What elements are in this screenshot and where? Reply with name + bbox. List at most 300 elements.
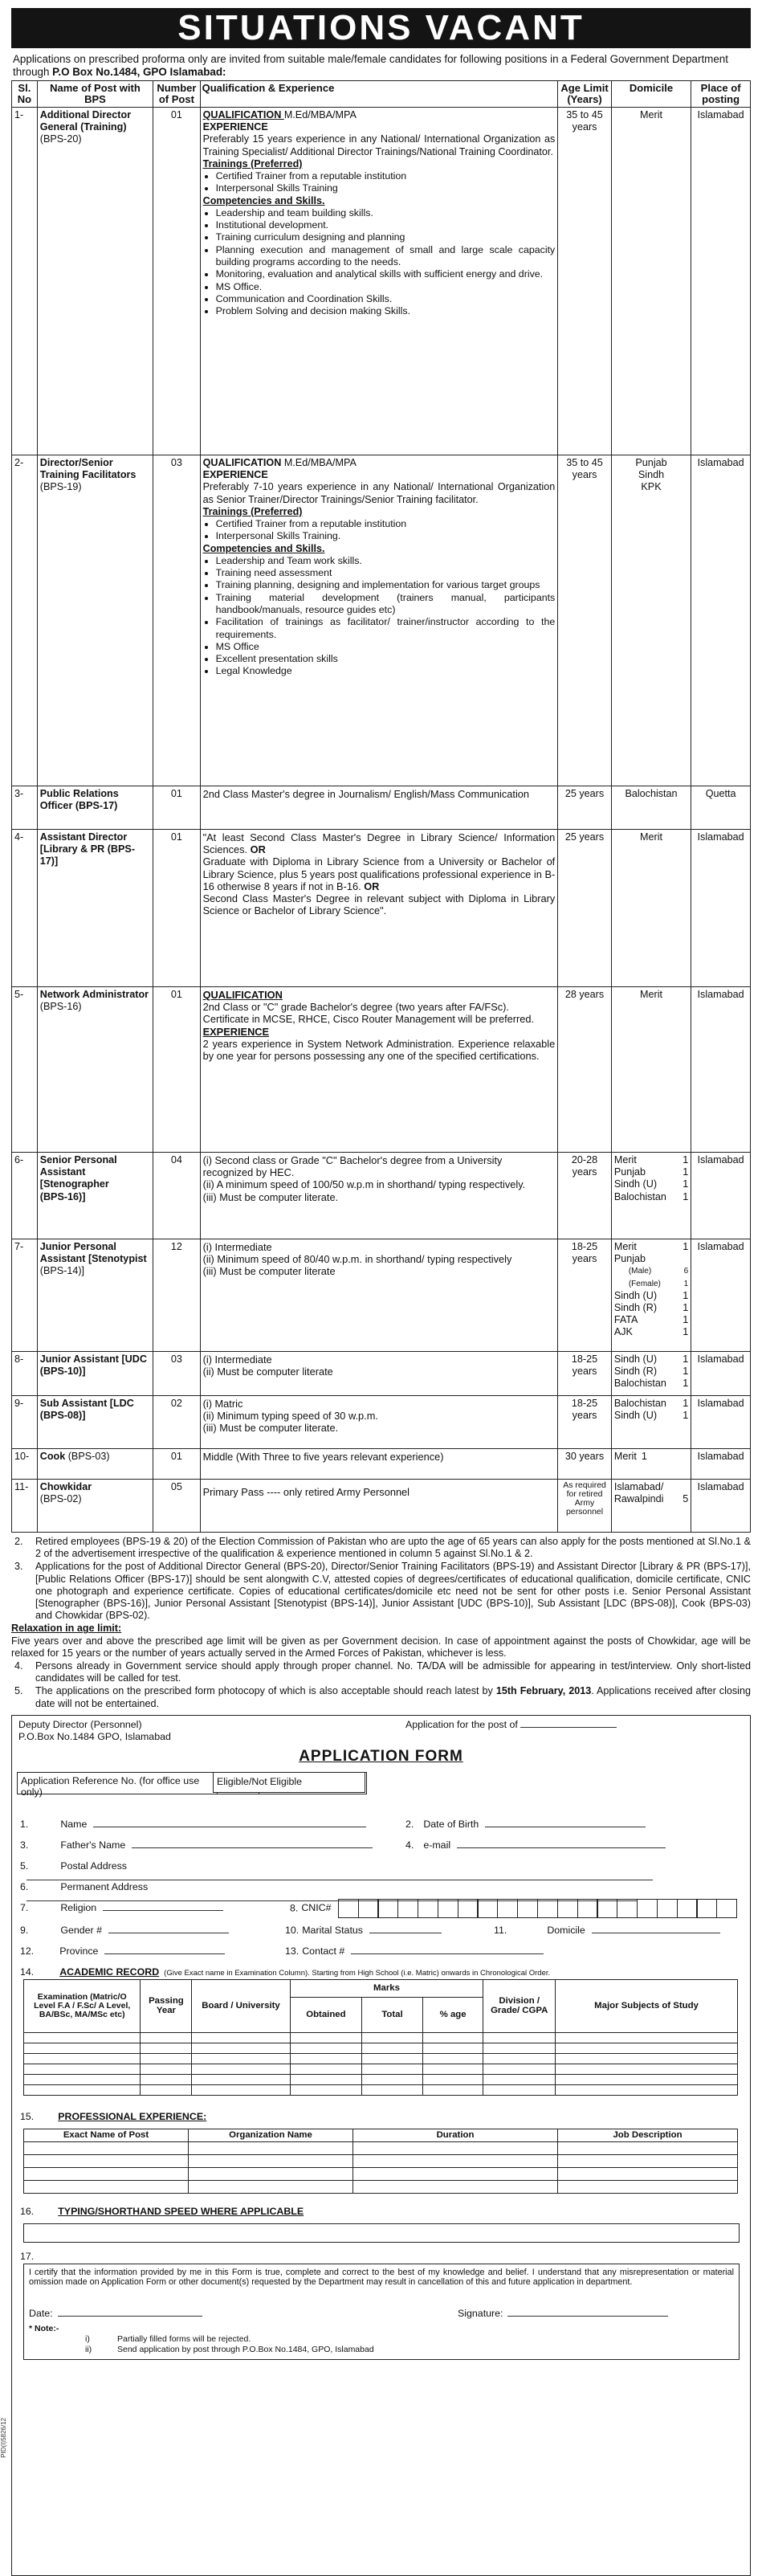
domicile-name: Merit [613,1154,637,1166]
qualification-cell [200,455,558,786]
table-row [12,1449,751,1480]
place-of-posting: Islamabad [691,987,751,1153]
domicile-value: Merit [640,831,663,843]
experience-label: EXPERIENCE [202,469,268,481]
col-qualification: Qualification & Experience [200,81,558,108]
relaxation-text: Five years over and above the prescribed age limit will be given as per Government decision. In case of appointment against the posts of Chowkidar, age will be relaxed for 15 years or the number of years actually served in the Armed Forces of Pakistan, whichever is less. [11,1635,751,1659]
qualification-value: M.Ed/MBA/MPA [283,109,357,120]
professional-label: PROFESSIONAL EXPERIENCE: [58,2110,207,2122]
father-name-input[interactable] [132,1847,373,1848]
competencies-list [203,207,556,318]
domicile-row [614,1410,688,1422]
table-row [12,1239,751,1352]
experience-label: EXPERIENCE [202,121,268,133]
intro-text: Applications on prescribed proforma only are invited from suitable male/female candidates for following positions in a Federal Government Department through [13,53,728,78]
list-item: • Interpersonal Skills Training [216,182,556,194]
list-item: • Excellent presentation skills [216,653,556,665]
table-row [12,987,751,1153]
post-bps: (BPS-14)] [39,1265,85,1277]
domicile-row [614,1314,688,1326]
domicile-name: Sindh (R) [613,1302,658,1314]
domicile-name: (Female) [628,1279,661,1288]
signature-label: Signature: [458,2307,503,2319]
domicile-name: Merit [613,1241,637,1252]
post-name: Junior Personal Assistant [Stenotypist [39,1241,147,1265]
domicile-count: 1 [683,1366,689,1378]
note-text: Applications for the post of Additional Director General (BPS-20), Director/Senior Training Facilitators (BPS-19) and Assistant Director [Library & PR (BPS-17)], [Public Relations Officer (BPS-17)] should be sent alongwith C.V, attested copies of degrees/certificates of educational qualification, domicile certificate, CNIC one photograph and experience certificate. Copies of educational certificates/domicile etc need not be sent for other posts i.e. Senior Personal Assistant [Stenographer (BPS-16)], Junior Personal Assistant [Stenotypist (BPS-14)], Junior Assistant [UDC (BPS-10)], Sub Assistant [LDC (BPS-08)], Cook (BPS-03) and Chowkidar (BPS-02). [35,1561,751,1622]
col-place: Place of posting [691,81,751,108]
place-of-posting: Islamabad [691,108,751,455]
or-label: OR [250,843,266,856]
qualification-item: (ii) Minimum speed of 80/40 w.p.m. in shorthand/ typing respectively [202,1253,512,1266]
item-17: 17. [20,2250,35,2262]
domicile-name: Rawalpindi [613,1493,664,1505]
post-name: Junior Assistant [UDC [39,1353,147,1365]
row-no: 8- [12,1352,38,1396]
experience-text: 2 years experience in System Network Administration. Experience relaxable by one year for persons possessing any one of the specified certifications. [202,1037,556,1063]
list-item: • Institutional development. [216,219,556,231]
qualification-text: Primary Pass ---- only retired Army Personnel [200,1480,558,1533]
professional-heading: 15. PROFESSIONAL EXPERIENCE: [20,2110,207,2122]
post-bps: (BPS-17) [75,800,118,812]
list-item: • Training curriculum designing and planning [216,231,556,243]
domicile-row [614,1451,688,1463]
qualification-value: M.Ed/MBA/MPA [283,457,357,468]
post-cell [37,1239,153,1352]
table-row[interactable] [24,2043,738,2053]
post-count: 03 [153,1352,200,1396]
domicile-value: KPK [641,481,662,493]
age-limit: As required for retired Army personnel [558,1480,612,1533]
post-cell [37,1153,153,1239]
domicile-cell [611,1396,691,1449]
academic-label: ACADEMIC RECORD [59,1966,160,1978]
post-name: Network Administrator [39,989,149,1000]
religion-input[interactable] [103,1910,223,1911]
post-count: 01 [153,1449,200,1480]
date-label: Date: [29,2307,53,2319]
academic-record-table [23,1979,738,2096]
domicile-count: 5 [683,1493,689,1505]
note-label: * Note:- [29,2323,59,2333]
province-label: Province [59,1945,99,1957]
domicile-count: 1 [683,1166,689,1178]
age-limit: 25 years [558,830,612,987]
acad-header-obtained: Obtained [290,1997,362,2032]
competencies-label: Competencies and Skills. [202,194,325,206]
signature-field [458,2308,668,2319]
qualification-cell [200,108,558,455]
age-limit: 18-25 years [558,1396,612,1449]
post-count: 12 [153,1239,200,1352]
domicile-row [614,1290,688,1302]
domicile-cell [611,830,691,987]
domicile-row [614,1265,688,1277]
domicile-count: 1 [683,1241,689,1252]
place-of-posting: Islamabad [691,1449,751,1480]
qualification-item: (ii) Minimum typing speed of 30 w.p.m. [202,1410,378,1423]
list-item: • Certified Trainer from a reputable institution [216,170,556,182]
typing-speed-box[interactable] [23,2223,740,2243]
post-cell [37,1480,153,1533]
col-age: Age Limit (Years) [558,81,612,108]
domicile-cell [611,1480,691,1533]
domicile-count: 1 [683,1326,689,1338]
domicile-name: Balochistan [613,1398,666,1409]
age-limit: 35 to 45 years [558,455,612,786]
typing-label: TYPING/SHORTHAND SPEED WHERE APPLICABLE [58,2205,304,2217]
email-input[interactable] [457,1847,666,1848]
age-limit: 28 years [558,987,612,1153]
post-name: Chowkidar [39,1481,92,1492]
domicile-row [614,1154,688,1166]
qualification-item: (i) Matric [202,1398,243,1410]
post-bps: (BPS-19) [39,481,82,493]
list-item: • MS Office. [216,281,556,293]
list-item: • Interpersonal Skills Training. [216,530,556,542]
table-row [12,1352,751,1396]
cnic-label: CNIC# [301,1902,332,1914]
domicile-count: 1 [683,1302,689,1314]
advertisement-page [11,8,751,2576]
qualification-label: QUALIFICATION [202,989,283,1001]
domicile-count: 1 [683,1410,689,1422]
list-item: • Training material development (trainers manual, participants handbook/manuals, resource guides etc) [216,592,556,617]
permanent-address-label: Permanent Address [60,1880,149,1892]
post-bps: (BPS-10)] [39,1366,86,1378]
qualification-item: (iii) Must be computer literate [202,1265,336,1278]
qual-option-2: Graduate with Diploma in Library Science from a University or Bachelor of Library Science, plus 5 years post qualifications professional experience in B-16 otherwise 8 years if not in B-16. [202,855,556,892]
domicile-row [614,1493,688,1505]
post-bps: (BPS-16) [39,1001,82,1013]
domicile-cell [611,1153,691,1239]
situations-vacant-banner: SITUATIONS VACANT [11,8,751,48]
table-row [12,1396,751,1449]
domicile-cell [611,1239,691,1352]
intro-address: P.O Box No.1484, GPO Islamabad: [52,66,226,78]
age-limit: 20-28 years [558,1153,612,1239]
post-cell [37,786,153,830]
acad-header-exam: Examination (Matric/O Level F.A / F.Sc/ A Level, BA/BSc, MA/MSc etc) [24,1979,141,2032]
notes-section [11,1536,751,1710]
post-bps: (BPS-03) [67,1451,110,1462]
applied-post-input[interactable] [520,1727,617,1728]
table-row[interactable] [24,2032,738,2043]
email-label: e-mail [423,1839,451,1851]
qualification-item: (i) Second class or Grade "C" Bachelor's degree from a University recognized by HEC. [202,1154,503,1179]
vacancies-table [11,80,751,1533]
post-count: 01 [153,786,200,830]
post-name: Assistant Director [Library & PR [39,831,128,855]
table-row[interactable] [24,2167,738,2180]
domicile-name: Sindh (U) [613,1353,658,1365]
post-name: Cook [39,1451,66,1462]
post-name: Additional Director General (Training) [39,109,132,133]
domicile-row [614,1178,688,1190]
place-of-posting: Islamabad [691,1480,751,1533]
domicile-count: 1 [683,1378,689,1390]
table-row[interactable] [24,2053,738,2064]
trainings-label: Trainings (Preferred) [202,157,303,169]
row-no: 10- [12,1449,38,1480]
qualification-line: Certificate in MCSE, RHCE, Cisco Router Management will be preferred. [202,1013,535,1026]
trainings-list [203,170,556,195]
qualification-item: (i) Intermediate [202,1241,272,1253]
list-item: • Problem Solving and decision making Skills. [216,305,556,317]
post-bps: (BPS-08)] [39,1410,86,1422]
domicile-cell [611,1352,691,1396]
table-header-row [12,81,751,108]
name-label: Name [60,1818,88,1830]
experience-label: EXPERIENCE [202,1025,270,1038]
certification-text: I certify that the information provided by me in this Form is true, complete and correct to the best of my knowledge and belief. I understand that any misrepresentation or material omission made on Application Form or other document(s) requested by the Department may result in cancellation of this and future application in department. [29,2267,734,2287]
qualification-line: 2nd Class or "C" grade Bachelor's degree (two years after FA/FSc). [202,1001,509,1014]
table-row[interactable] [24,2074,738,2084]
form-title: APPLICATION FORM [299,1747,463,1765]
postal-address-label: Postal Address [60,1860,127,1872]
domicile-name: Punjab [613,1253,646,1265]
qualification-item: (ii) Must be computer literate [202,1366,333,1378]
place-of-posting: Islamabad [691,455,751,786]
applied-post-label: Application for the post of [405,1718,518,1730]
marital-status-label: Marital Status [302,1924,363,1936]
table-row [12,1480,751,1533]
row-no: 7- [12,1239,38,1352]
acad-header-board: Board / University [192,1979,290,2032]
place-of-posting: Islamabad [691,1352,751,1396]
notes-block: * Note:- i) Partially filled forms will be rejected. ii) Send application by post through P.O.Box No.1484, GPO, Islamabad [29,2323,374,2354]
cnic-boxes[interactable] [339,1902,737,1913]
domicile-label: Domicile [547,1924,585,1936]
note-3: 3. Applications for the post of Additional Director General (BPS-20), Director/Senior Training Facilitators (BPS-19) and Assistant Director [Library & PR (BPS-17)], [Public Relations Officer (BPS-17)] should be sent alongwith C.V, attested copies of degrees/certificates of educational qualification, domicile certificate, CNIC one photograph and experience certificate. Copies of educational certificates/domicile etc need not be sent for other posts i.e. Senior Personal Assistant [Stenographer (BPS-16)], Junior Personal Assistant [Stenotypist (BPS-14)], Junior Assistant [UDC (BPS-10)], Sub Assistant [LDC (BPS-08)], Cook (BPS-03) and Chowkidar (BPS-02). [14,1561,751,1622]
post-cell [37,1396,153,1449]
qualification-item: (i) Intermediate [202,1353,272,1366]
qualification-cell [200,1153,558,1239]
table-row[interactable] [24,2180,738,2193]
row-no: 1- [12,108,38,455]
post-cell [37,1449,153,1480]
closing-date: 15th February, 2013 [495,1685,592,1697]
post-cell [37,1352,153,1396]
intro-paragraph [11,48,751,80]
domicile-cell [611,786,691,830]
qualification-cell [200,987,558,1153]
post-count: 01 [153,987,200,1153]
form-address [18,1719,171,1743]
list-item: • MS Office [216,641,556,653]
domicile-row [614,1241,688,1253]
domicile-value: Balochistan [625,788,678,799]
age-limit: 30 years [558,1449,612,1480]
qualification-item: (ii) A minimum speed of 100/50 w.p.m in shorthand/ typing respectively. [202,1178,526,1191]
note-text: Retired employees (BPS-19 & 20) of the Election Commission of Pakistan who are upto the age of 65 years can also apply for the posts mentioned at Sl.No.1 & 2 of the advertisement irrespective of the qualification & experience mentioned in column 5 against Sl.No.1 & 2. [35,1536,751,1560]
or-label: OR [364,880,380,892]
post-count: 03 [153,455,200,786]
gender-label: Gender # [60,1924,103,1936]
acad-header-total: Total [362,1997,423,2032]
trainings-label: Trainings (Preferred) [202,505,303,517]
domicile-row [614,1253,688,1265]
list-item: • Legal Knowledge [216,665,556,677]
domicile-name: FATA [613,1314,638,1326]
domicile-row [614,1353,688,1366]
competencies-label: Competencies and Skills. [202,542,325,554]
qualification-cell [200,830,558,987]
post-cell [37,108,153,455]
pid-code: PID(I)5826/12 [0,2418,7,2458]
domicile-count: 1 [683,1314,689,1326]
list-item: • Monitoring, evaluation and analytical skills with sufficient energy and drive. [216,268,556,280]
domicile-value: Sindh [638,469,665,481]
qualification-label: QUALIFICATION [202,109,284,120]
relaxation-heading: Relaxation in age limit: [11,1623,122,1635]
domicile-row [614,1326,688,1338]
list-item: • Certified Trainer from a reputable institution [216,518,556,530]
qualification-cell [200,1352,558,1396]
prof-header-job: Job Description [558,2129,738,2141]
list-item: • Communication and Coordination Skills. [216,293,556,305]
domicile-cell [611,108,691,455]
table-row [12,108,751,455]
domicile-row [614,1481,688,1493]
domicile-count: 1 [683,1353,689,1365]
row-no: 11- [12,1480,38,1533]
trainings-list [203,518,556,543]
place-of-posting: Islamabad [691,1239,751,1352]
post-name: Public Relations Officer [39,788,119,812]
prof-header-post: Exact Name of Post [24,2129,189,2141]
professional-experience-table [23,2129,738,2194]
post-count: 02 [153,1396,200,1449]
post-bps: (BPS-17)] [39,843,136,868]
date-input[interactable] [58,2316,202,2317]
contact-label: Contact # [302,1945,345,1957]
domicile-name: Merit [613,1451,637,1462]
signature-input[interactable] [507,2316,668,2317]
domicile-row [614,1166,688,1178]
domicile-cell [611,1449,691,1480]
qualification-cell [200,1396,558,1449]
age-limit: 18-25 years [558,1352,612,1396]
place-of-posting: Islamabad [691,1396,751,1449]
row-no: 4- [12,830,38,987]
qual-option-1: "At least Second Class Master's Degree in Library Science/ Information Sciences. [202,831,556,856]
list-item: • Training planning, designing and implementation for various target groups [216,579,556,591]
post-count: 01 [153,830,200,987]
domicile-row [614,1278,688,1290]
post-count: 05 [153,1480,200,1533]
qualification-label: QUALIFICATION [202,457,284,468]
domicile-count: 1 [683,1398,689,1409]
domicile-count: 1 [641,1451,647,1462]
table-row[interactable] [24,2141,738,2154]
domicile-name: Sindh (U) [613,1410,658,1422]
place-of-posting: Islamabad [691,1153,751,1239]
domicile-count: 1 [683,1178,689,1190]
acad-header-division: Division / Grade/ CGPA [483,1979,556,2032]
eligibility-box: Eligible/Not Eligible [213,1772,365,1793]
row-no: 9- [12,1396,38,1449]
domicile-name: Islamabad/ [613,1481,664,1492]
acad-header-marks: Marks [290,1979,483,1997]
list-item: • Training need assessment [216,567,556,579]
post-cell [37,987,153,1153]
qualification-text: 2nd Class Master's degree in Journalism/ English/Mass Communication [200,786,558,830]
table-row[interactable] [24,2064,738,2074]
academic-note: (Give Exact name in Examination Column). Starting from High School (i.e. Matric) onwards in Chronological Order. [164,1968,551,1978]
col-sl-no: Sl. No [12,81,38,108]
acad-header-percentage: % age [422,1997,483,2032]
domicile-count: 1 [683,1279,689,1288]
domicile-name: Sindh (R) [613,1366,658,1378]
domicile-row [614,1302,688,1314]
post-bps: (BPS-02) [39,1493,82,1505]
domicile-count: 1 [683,1289,689,1301]
typing-heading: 16. TYPING/SHORTHAND SPEED WHERE APPLICABLE [20,2205,304,2217]
post-cell [37,455,153,786]
domicile-name: AJK [613,1326,633,1338]
row-no: 3- [12,786,38,830]
col-number: Number of Post [153,81,200,108]
domicile-name: (Male) [628,1267,652,1276]
qualification-text: Middle (With Three to five years relevant experience) [200,1449,558,1480]
domicile-count: 1 [683,1154,689,1166]
date-field [29,2308,202,2319]
age-limit: 18-25 years [558,1239,612,1352]
table-row[interactable] [24,2154,738,2167]
post-cell [37,830,153,987]
post-count: 01 [153,108,200,455]
domicile-count: 1 [683,1190,689,1202]
post-name: Sub Assistant [LDC [39,1398,134,1409]
domicile-cell [611,987,691,1153]
row-no: 5- [12,987,38,1153]
list-item: • Facilitation of trainings as facilitator/ trainer/instructor according to the requirements. [216,616,556,641]
qualification-cell [200,1239,558,1352]
domicile-name: Punjab [613,1166,646,1178]
contact-input[interactable] [351,1953,544,1954]
domicile-row [614,1398,688,1410]
note-4: 4. Persons already in Government service should apply through proper channel. No. TA/DA will be admissible for appearing in test/interview. Only short-listed candidates will be called for test. [14,1660,751,1684]
table-row[interactable] [24,2084,738,2095]
note-5: 5. The applications on the prescribed form photocopy of which is also acceptable should reach latest by 15th February, 2013. Applications received after closing date will not be entertained. [14,1685,751,1709]
experience-text: Preferably 15 years experience in any National/ International Organization as Training Specialist/ Additional Director Trainings/National Training Coordinator. [202,133,556,157]
domicile-cell [611,455,691,786]
domicile-name: Sindh (U) [613,1178,658,1190]
table-row [12,455,751,786]
note-text: Persons already in Government service should apply through proper channel. No. TA/DA will be admissible for appearing in test/interview. Only short-listed candidates will be called for test. [35,1660,751,1684]
note-2: 2. Retired employees (BPS-19 & 20) of the Election Commission of Pakistan who are upto the age of 65 years can also apply for the posts mentioned at Sl.No.1 & 2 of the advertisement irrespective of the qualification & experience mentioned in column 5 against Sl.No.1 & 2. [14,1536,751,1560]
qualification-item: (iii) Must be computer literate. [202,1190,339,1203]
domicile-row [614,1366,688,1378]
note-1: Partially filled forms will be rejected. [117,2333,251,2344]
list-item: • Leadership and Team work skills. [216,555,556,567]
qual-option-3: Second Class Master's Degree in relevant subject with Diploma in Library Science or Bachelor of Library Science". [202,892,556,917]
note-text: . Applications received after closing date will not be entertained. [35,1685,751,1709]
post-name: Director/Senior Training Facilitators [39,457,137,481]
province-input[interactable] [104,1953,225,1954]
table-row [12,1153,751,1239]
declaration-box [23,2264,740,2360]
age-limit: 35 to 45 years [558,108,612,455]
note-2: Send application by post through P.O.Box No.1484, GPO, Islamabad [117,2344,374,2354]
post-bps: (BPS-16)] [39,1190,86,1202]
table-row [12,830,751,987]
domicile-name: Balochistan [613,1378,666,1390]
table-row [12,786,751,830]
domicile-row [614,1191,688,1203]
col-post: Name of Post with BPS [37,81,153,108]
